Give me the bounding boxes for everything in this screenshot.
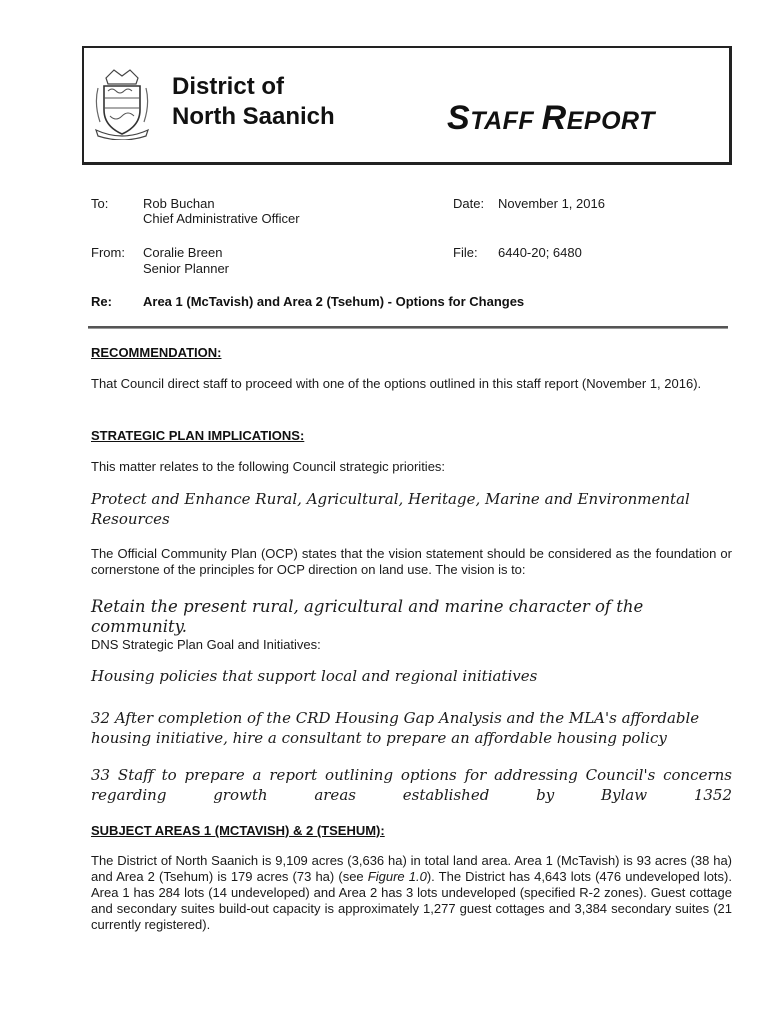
from-label: From: [91,245,125,260]
housing-goal: Housing policies that support local and regional initiatives [91,667,538,685]
date-value: November 1, 2016 [498,196,605,211]
report-title-s: S [447,99,471,137]
from-title: Senior Planner [143,261,229,276]
organization-name-line1: District of [172,73,285,100]
from-name: Coralie Breen [143,245,223,260]
report-title-r: R [541,99,567,137]
strategic-priority: Protect and Enhance Rural, Agricultural, Heritage, Marine and Environmental Resources [91,490,690,528]
initiative-33: 33 Staff to prepare a report outlining options for addressing Council's concerns regarding growth areas established by Bylaw 1352 [91,766,732,804]
organization-name [172,72,335,132]
figure-reference: Figure 1.0 [367,869,427,884]
recommendation-heading: RECOMMENDATION: [91,345,222,360]
file-value: 6440-20; 6480 [498,245,582,260]
date-label: Date: [453,196,485,211]
district-crest-icon [92,64,152,140]
report-title [447,99,655,138]
subject-areas-text [91,853,732,933]
re-label: Re: [91,294,112,309]
strategic-heading: STRATEGIC PLAN IMPLICATIONS: [91,428,305,443]
subject-text-part2: ). The District has 4,643 lots (476 undeveloped lots). Area 1 has 284 lots (14 undeveloped) and Area 2 has 3 lots undeveloped (specified R-2 zones). Guest cottage and secondary suites build-out capacity is approximately 1,277 guest cottages and 3,384 secondary suites (21 currently registered). [91,869,732,932]
to-title: Chief Administrative Officer [143,211,300,226]
re-subject: Area 1 (McTavish) and Area 2 (Tsehum) - Options for Changes [143,294,525,309]
report-title-taff: TAFF [470,107,542,135]
ocp-statement: The Official Community Plan (OCP) states that the vision statement should be considered as the foundation or cornerstone of the principles for OCP direction on land use. The vision is to: [91,546,732,577]
file-label: File: [453,245,478,260]
initiative-32: 32 After completion of the CRD Housing Gap Analysis and the MLA's affordable housing initiative, hire a consultant to prepare an affordable housing policy [91,709,700,747]
to-label: To: [91,196,109,211]
strategic-intro: This matter relates to the following Council strategic priorities: [91,459,446,474]
vision-statement: Retain the present rural, agricultural and marine character of the community. [91,597,644,636]
dns-plan-label: DNS Strategic Plan Goal and Initiatives: [91,637,321,652]
report-title-eport: EPORT [566,107,655,135]
subject-areas-heading: SUBJECT AREAS 1 (MCTAVISH) & 2 (TSEHUM): [91,823,385,838]
to-name: Rob Buchan [143,196,215,211]
subject-text-part1: The District of North Saanich is 9,109 acres (3,636 ha) in total land area. Area 1 (McTavish) is 93 acres (38 ha) and Area 2 (Tsehum) is 179 acres (73 ha) (see [91,853,732,884]
recommendation-text: That Council direct staff to proceed with one of the options outlined in this staff report (November 1, 2016). [91,376,702,391]
organization-name-line2: North Saanich [172,103,335,130]
header-divider [88,326,728,329]
